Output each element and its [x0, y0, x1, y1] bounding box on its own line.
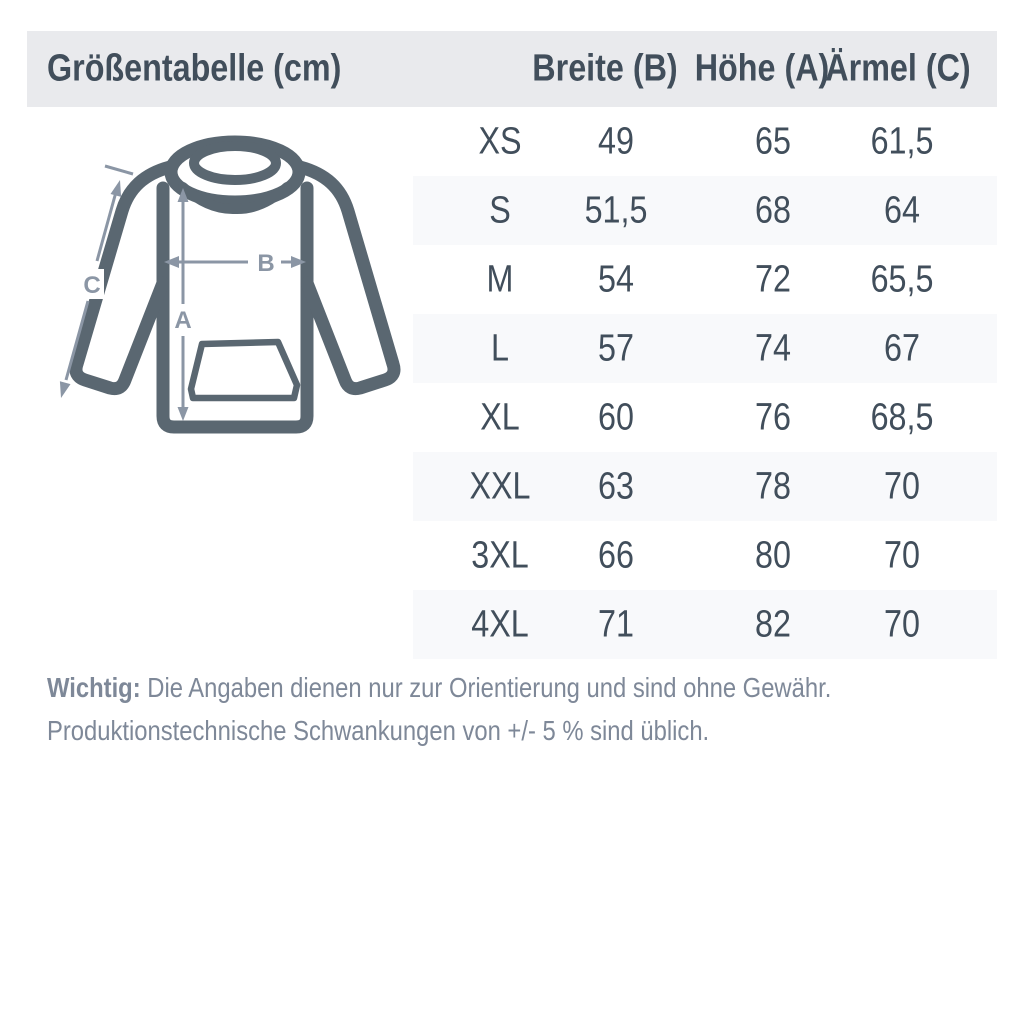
column-header-breite: Breite (B) [532, 47, 678, 90]
height-arrowhead-bottom [178, 407, 189, 421]
note-line-2: Produktionstechnische Schwankungen von +/- 5 % sind üblich. [47, 715, 710, 746]
table-row [413, 245, 997, 314]
page-title: Größentabelle (cm) [47, 47, 342, 90]
size-cell: M [486, 258, 514, 300]
aermel-cell: 70 [884, 534, 920, 576]
aermel-cell: 70 [884, 603, 920, 645]
table-row [413, 383, 997, 452]
hoehe-cell: 74 [755, 327, 791, 369]
hoehe-cell: 65 [755, 120, 791, 162]
hoehe-cell: 82 [755, 603, 791, 645]
note-line-1 [47, 666, 831, 709]
aermel-cell: 70 [884, 465, 920, 507]
dimension-label-c: C [83, 272, 101, 299]
hoodie-diagram [45, 130, 425, 445]
column-header-hoehe: Höhe (A) [694, 47, 830, 90]
breite-cell: 49 [598, 120, 634, 162]
size-table [413, 107, 997, 659]
column-header-aermel: Ärmel (C) [825, 47, 971, 90]
breite-cell: 51,5 [584, 189, 648, 231]
size-cell: XS [478, 120, 522, 162]
aermel-cell: 65,5 [870, 258, 934, 300]
table-row [413, 452, 997, 521]
size-cell: L [491, 327, 509, 369]
size-cell: 4XL [471, 603, 529, 645]
size-cell: XL [480, 396, 520, 438]
aermel-cell: 68,5 [870, 396, 934, 438]
size-cell: S [489, 189, 511, 231]
aermel-cell: 61,5 [870, 120, 934, 162]
pocket-outline [191, 342, 297, 398]
table-header-band [27, 31, 997, 107]
sleeve-arrowhead-top [111, 180, 122, 197]
hoehe-cell: 78 [755, 465, 791, 507]
breite-cell: 54 [598, 258, 634, 300]
breite-cell: 63 [598, 465, 634, 507]
breite-cell: 57 [598, 327, 634, 369]
table-row [413, 590, 997, 659]
sleeve-arrowhead-bottom [60, 381, 71, 398]
table-row [413, 176, 997, 245]
table-row [413, 314, 997, 383]
note-prefix: Wichtig: [47, 672, 141, 703]
hoehe-cell: 68 [755, 189, 791, 231]
important-note [47, 666, 831, 752]
aermel-cell: 64 [884, 189, 920, 231]
breite-cell: 71 [598, 603, 634, 645]
dimension-label-a: A [174, 307, 192, 334]
sleeve-dimension-tick [105, 166, 133, 174]
hoehe-cell: 76 [755, 396, 791, 438]
aermel-cell: 67 [884, 327, 920, 369]
dimension-label-b: B [257, 250, 275, 277]
hood-opening-outline [194, 146, 276, 180]
hoehe-cell: 72 [755, 258, 791, 300]
size-cell: XXL [469, 465, 531, 507]
table-row [413, 107, 997, 176]
size-cell: 3XL [471, 534, 529, 576]
hoehe-cell: 80 [755, 534, 791, 576]
note-line-1-text: Die Angaben dienen nur zur Orientierung und sind ohne Gewähr. [147, 672, 832, 703]
breite-cell: 60 [598, 396, 634, 438]
breite-cell: 66 [598, 534, 634, 576]
hoodie-right-sleeve [300, 167, 394, 389]
table-row [413, 521, 997, 590]
